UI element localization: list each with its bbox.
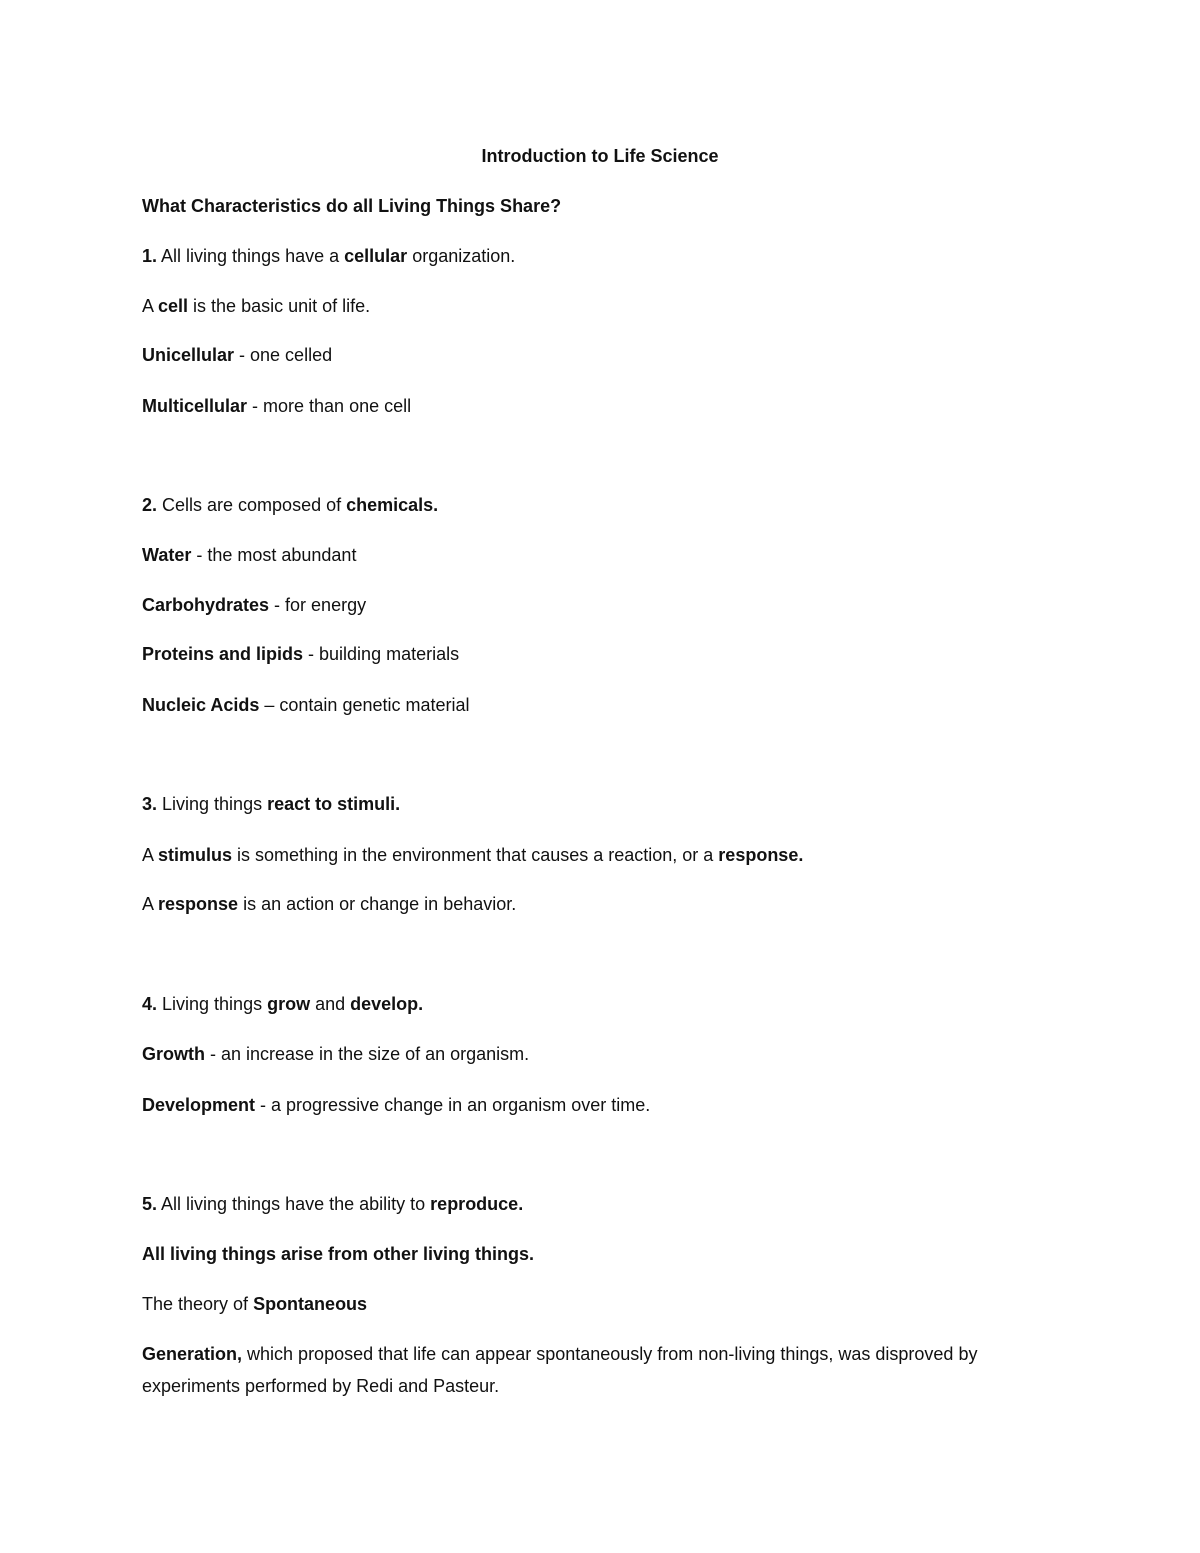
- section-1-bold: cellular: [344, 246, 408, 266]
- theory-pre: The theory of: [142, 1294, 254, 1314]
- section-4-heading: [142, 988, 1072, 1020]
- nucleic-acids-term: Nucleic Acids: [142, 695, 260, 715]
- section-1-heading: [142, 240, 1072, 272]
- stimulus-term: stimulus: [158, 845, 233, 865]
- theory-term: Spontaneous: [253, 1294, 368, 1314]
- section-1-post: organization.: [407, 246, 516, 266]
- growth-def: - an increase in the size of an organism.: [205, 1044, 530, 1064]
- section-3-number: 3.: [142, 794, 158, 814]
- section-5-bold: reproduce.: [430, 1194, 524, 1214]
- carbohydrates-definition: [142, 589, 1072, 621]
- main-question: [142, 190, 1072, 222]
- carbohydrates-term: Carbohydrates: [142, 595, 270, 615]
- stimulus-response: response.: [718, 845, 804, 865]
- question-text: What Characteristics do all Living Things Share?: [142, 196, 562, 216]
- generation-term: Generation,: [142, 1344, 243, 1364]
- section-2-bold: chemicals.: [346, 495, 439, 515]
- development-def: - a progressive change in an organism over time.: [255, 1095, 651, 1115]
- water-term: Water: [142, 545, 192, 565]
- nucleic-acids-definition: [142, 689, 1072, 721]
- growth-definition: [142, 1038, 1072, 1070]
- water-definition: [142, 539, 1072, 571]
- multicellular-term: Multicellular: [142, 396, 248, 416]
- development-term: Development: [142, 1095, 256, 1115]
- proteins-def: - building materials: [303, 644, 460, 664]
- stimulus-definition: [142, 839, 1072, 871]
- generation-paragraph: [142, 1338, 1072, 1402]
- multicellular-def: - more than one cell: [247, 396, 412, 416]
- response-term: response: [158, 894, 239, 914]
- section-3-bold: react to stimuli.: [267, 794, 401, 814]
- cell-def-rest: is the basic unit of life.: [188, 296, 371, 316]
- generation-rest: which proposed that life can appear spontaneously from non-living things, was disproved by experiments performed by Redi and Pasteur.: [142, 1344, 978, 1396]
- stimulus-rest: is something in the environment that causes a reaction, or a: [232, 845, 719, 865]
- section-4-pre: Living things: [157, 994, 268, 1014]
- unicellular-definition: [142, 339, 1072, 371]
- growth-term: Growth: [142, 1044, 205, 1064]
- proteins-definition: [142, 638, 1072, 670]
- proteins-term: Proteins and lipids: [142, 644, 304, 664]
- section-1-pre: All living things have a: [157, 246, 345, 266]
- theory-line: [142, 1288, 1072, 1320]
- section-1-number: 1.: [142, 246, 158, 266]
- section-4-mid: and: [310, 994, 351, 1014]
- arise-statement: [142, 1238, 1072, 1270]
- arise-text: All living things arise from other living things.: [142, 1244, 535, 1264]
- section-2-heading: [142, 489, 1072, 521]
- section-4-bold-grow: grow: [267, 994, 311, 1014]
- section-5-pre: All living things have the ability to: [157, 1194, 431, 1214]
- unicellular-term: Unicellular: [142, 345, 235, 365]
- stimulus-a: A: [142, 845, 159, 865]
- response-a: A: [142, 894, 159, 914]
- section-4-number: 4.: [142, 994, 158, 1014]
- multicellular-definition: [142, 390, 1072, 422]
- cell-definition: [142, 290, 1072, 322]
- section-2-pre: Cells are composed of: [157, 495, 347, 515]
- cell-def-term: cell: [158, 296, 189, 316]
- section-3-heading: [142, 788, 1072, 820]
- carbohydrates-def: - for energy: [269, 595, 367, 615]
- cell-def-a: A: [142, 296, 159, 316]
- nucleic-acids-def: – contain genetic material: [259, 695, 470, 715]
- section-5-number: 5.: [142, 1194, 158, 1214]
- section-2-number: 2.: [142, 495, 158, 515]
- response-rest: is an action or change in behavior.: [238, 894, 517, 914]
- section-3-pre: Living things: [157, 794, 268, 814]
- unicellular-def: - one celled: [234, 345, 333, 365]
- water-def: - the most abundant: [191, 545, 357, 565]
- section-4-bold-develop: develop.: [350, 994, 424, 1014]
- development-definition: [142, 1089, 1072, 1121]
- section-5-heading: [142, 1188, 1072, 1220]
- document-title: Introduction to Life Science: [481, 146, 719, 166]
- response-definition: [142, 888, 1072, 920]
